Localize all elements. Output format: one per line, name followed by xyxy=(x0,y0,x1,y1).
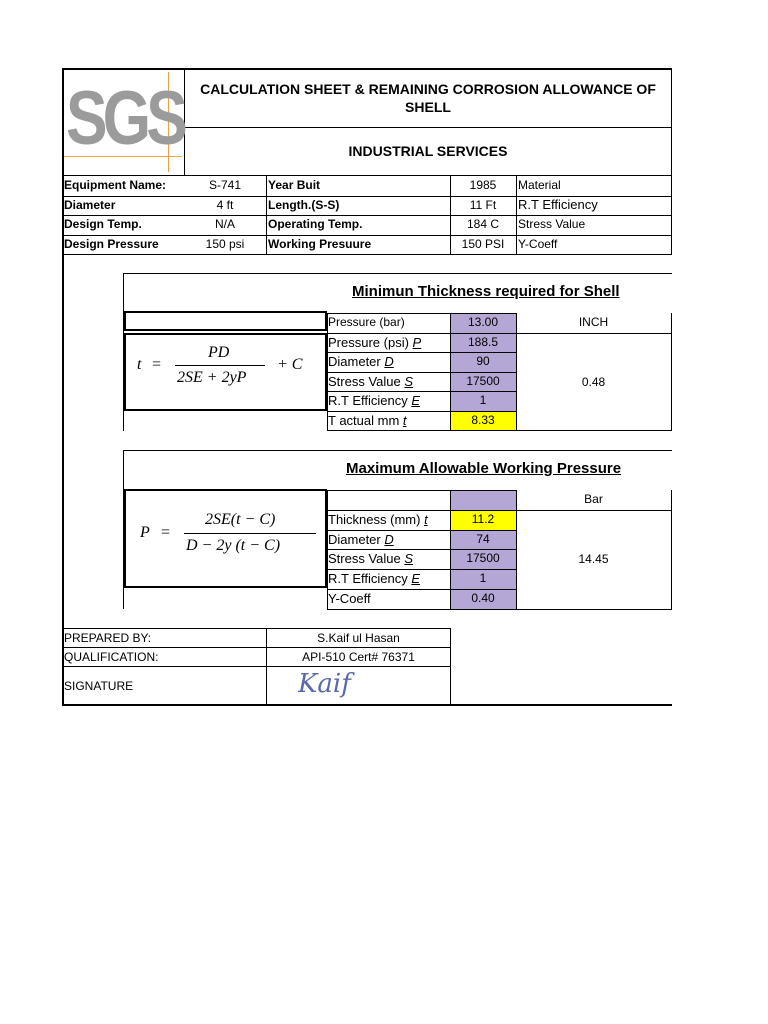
param-value: 13.00 xyxy=(467,315,499,329)
info-label: Design Temp. xyxy=(64,217,142,231)
formula-lhs: t xyxy=(137,356,142,373)
table-row-line xyxy=(327,609,516,610)
prepared-by-label: PREPARED BY: xyxy=(64,631,152,645)
param-label xyxy=(328,372,449,392)
mawp-formula-lhs: P xyxy=(140,524,150,541)
info-label: Design Pressure xyxy=(64,236,159,251)
qualification-value: API-510 Cert# 76371 xyxy=(302,650,415,664)
info-value: 150 PSI xyxy=(461,236,505,251)
table-row-line xyxy=(327,589,516,590)
table-row-line xyxy=(327,510,516,511)
param-value: 17500 xyxy=(466,551,500,566)
title-line-1: CALCULATION SHEET & REMAINING CORROSION ALLOWANCE OF xyxy=(200,81,656,97)
param-label xyxy=(328,549,449,569)
table-row-line xyxy=(327,430,516,431)
param-label-text: Stress Value xyxy=(328,373,405,389)
formula-denominator: 2SE + 2yP xyxy=(177,369,247,386)
param-symbol: E xyxy=(411,393,420,408)
mawp-fraction-bar xyxy=(184,533,316,534)
param-value: 188.5 xyxy=(467,334,499,349)
min-thickness-title: Minimun Thickness required for Shell xyxy=(352,283,620,300)
result-bottom-line xyxy=(516,609,672,610)
info-row-line xyxy=(63,235,672,236)
table-row-line xyxy=(327,569,516,570)
param-label-text: Diameter xyxy=(328,531,385,547)
formula-eq: = xyxy=(152,356,162,373)
info-label: Stress Value xyxy=(518,217,586,231)
param-value: 0.40 xyxy=(471,591,495,605)
param-label xyxy=(328,589,449,609)
table-col-line xyxy=(327,313,328,430)
footer-row-2 xyxy=(63,666,450,667)
param-symbol: t xyxy=(402,412,407,428)
page-subtitle: INDUSTRIAL SERVICES xyxy=(348,143,508,159)
param-label xyxy=(328,313,449,333)
param-value: 1 xyxy=(479,393,487,407)
param-symbol: P xyxy=(412,334,422,350)
signature-image: Kaif xyxy=(298,669,351,699)
min-thickness-label-box xyxy=(124,311,327,331)
header-right-edge xyxy=(671,69,672,175)
info-col-line xyxy=(450,176,451,254)
param-label xyxy=(328,333,449,353)
page-title xyxy=(185,80,671,116)
info-value: 150 psi xyxy=(205,236,245,251)
table-row-line xyxy=(327,490,516,491)
param-value: 1 xyxy=(479,571,487,586)
param-symbol: S xyxy=(404,373,414,389)
param-label-text: Pressure (psi) xyxy=(328,334,413,350)
formula-plus-c: + C xyxy=(277,356,303,373)
table-row-line xyxy=(327,352,516,353)
table-col-line xyxy=(671,313,672,430)
info-col-line xyxy=(516,176,517,254)
info-value: 184 C xyxy=(466,217,500,231)
info-label: Material xyxy=(518,178,561,192)
info-label: Working Presuure xyxy=(268,236,372,251)
param-label xyxy=(328,352,449,372)
info-label: Operating Temp. xyxy=(268,217,363,231)
table-row-line xyxy=(327,391,516,392)
param-label-text: Thickness (mm) xyxy=(328,511,425,527)
result-value: 0.48 xyxy=(581,374,606,389)
header-divider xyxy=(184,127,672,128)
param-label-text: R.T Efficiency xyxy=(328,571,412,587)
info-label: Year Buit xyxy=(268,178,321,192)
info-label: Equipment Name: xyxy=(64,178,167,192)
info-value: S-741 xyxy=(208,178,242,192)
param-label xyxy=(328,569,449,589)
param-value: 90 xyxy=(476,354,490,368)
param-label-text: T actual mm xyxy=(328,412,403,428)
info-value: 1985 xyxy=(469,178,497,192)
qualification-label: QUALIFICATION: xyxy=(64,650,159,664)
info-value: 11 Ft xyxy=(469,197,497,212)
info-label: Y-Coeff xyxy=(518,236,558,251)
info-label: Diameter xyxy=(64,197,116,212)
info-row-line xyxy=(63,215,672,216)
table-row-line xyxy=(327,549,516,550)
param-value: 11.2 xyxy=(471,511,495,526)
param-label-text: Y-Coeff xyxy=(328,591,371,606)
table-col-line xyxy=(671,490,672,609)
info-value: N/A xyxy=(214,217,235,231)
info-label: R.T Efficiency xyxy=(518,196,598,212)
param-label-text: Pressure (bar) xyxy=(328,315,405,329)
info-label: Length.(S-S) xyxy=(268,197,340,212)
table-row-line xyxy=(327,313,516,314)
param-value: 8.33 xyxy=(471,412,495,427)
table-col-line xyxy=(450,490,451,609)
result-value: 14.45 xyxy=(578,552,609,566)
signature-label: SIGNATURE xyxy=(64,679,134,693)
prepared-by-value: S.Kaif ul Hasan xyxy=(317,631,400,645)
unit-label: INCH xyxy=(578,315,609,329)
formula-fraction-bar xyxy=(175,365,265,366)
param-symbol: S xyxy=(404,551,414,567)
info-value: 4 ft xyxy=(216,197,234,212)
table-col-line xyxy=(450,313,451,430)
sgs-logo xyxy=(64,72,182,172)
param-label xyxy=(328,510,449,530)
param-label xyxy=(328,411,449,431)
mawp-formula-numerator: 2SE(t − C) xyxy=(205,511,276,528)
param-value: 17500 xyxy=(466,373,500,388)
mawp-formula-denominator: D − 2y (t − C) xyxy=(186,537,281,554)
formula-numerator: PD xyxy=(208,344,230,361)
param-label xyxy=(328,391,449,411)
table-row-line xyxy=(327,372,516,373)
table-row-line xyxy=(327,411,516,412)
param-symbol: t xyxy=(424,511,428,527)
param-label-text: R.T Efficiency xyxy=(328,393,412,408)
footer-right-edge xyxy=(450,628,451,705)
info-col-line xyxy=(266,176,267,254)
mawp-title: Maximum Allowable Working Pressure xyxy=(346,460,622,477)
param-symbol: D xyxy=(384,354,394,369)
param-symbol: E xyxy=(411,571,420,587)
mawp-formula-eq: = xyxy=(161,524,171,541)
param-value: 74 xyxy=(476,531,490,546)
info-row-line xyxy=(63,196,672,197)
logo-text: SGS xyxy=(66,76,183,161)
table-row-line xyxy=(327,530,516,531)
info-row-line xyxy=(63,254,672,255)
param-label-text: Diameter xyxy=(328,354,385,369)
table-col-line xyxy=(327,490,328,609)
param-symbol: D xyxy=(384,531,394,547)
unit-label: Bar xyxy=(584,492,603,506)
title-line-2: SHELL xyxy=(405,99,451,115)
param-label xyxy=(328,530,449,550)
table-row-line xyxy=(327,333,516,334)
param-label-text: Stress Value xyxy=(328,551,405,567)
info-col-line xyxy=(671,176,672,254)
value-header-cell xyxy=(450,490,516,510)
